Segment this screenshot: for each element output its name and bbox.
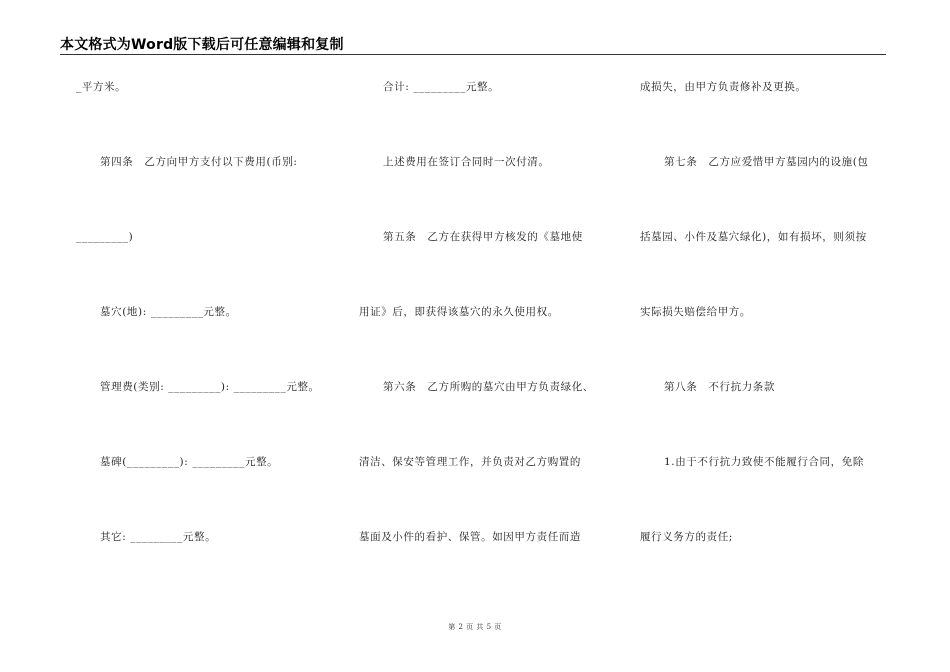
page-footer <box>0 622 950 632</box>
text-line: 上述费用在签订合同时一次付清。 <box>383 156 550 168</box>
text-line: 1.由于不行抗力致使不能履行合同，免除 <box>664 456 864 468</box>
text-line: 管理费(类别: _________): _________元整。 <box>100 381 320 393</box>
text-line: 括墓园、小件及墓穴绿化)，如有损坏，则须按 <box>640 231 867 243</box>
page-number: 第 2 页 共 5 页 <box>448 623 502 631</box>
text-line: 墓碑(_________): _________元整。 <box>100 456 279 468</box>
text-line: 用证》后，即获得该墓穴的永久使用权。 <box>359 306 559 318</box>
text-line: 其它: _________元整。 <box>100 531 217 543</box>
text-line: 第五条 乙方在获得甲方核发的《墓地使 <box>383 231 583 243</box>
text-line: 第七条 乙方应爱惜甲方墓园内的设施(包 <box>664 156 869 168</box>
text-line: 清洁、保安等管理工作，并负责对乙方购置的 <box>359 456 581 468</box>
text-line: _________) <box>76 231 134 243</box>
text-line: 墓面及小件的看护、保管。如因甲方责任而造 <box>359 531 581 543</box>
text-line: 第六条 乙方所购的墓穴由甲方负责绿化、 <box>383 381 594 393</box>
text-line: 实际损失赔偿给甲方。 <box>640 306 751 318</box>
text-line: 合计: _________元整。 <box>383 81 500 93</box>
header-title: 本文格式为Word版下载后可任意编辑和复制 <box>60 37 344 53</box>
text-line: _平方米。 <box>76 81 127 93</box>
text-line: 履行义务方的责任; <box>640 531 733 543</box>
text-line: 第八条 不行抗力条款 <box>664 381 775 393</box>
text-line: 第四条 乙方向甲方支付以下费用(币别: <box>100 156 298 168</box>
text-line: 墓穴(地): _________元整。 <box>100 306 237 318</box>
text-line: 成损失，由甲方负责修补及更换。 <box>640 81 807 93</box>
page-header <box>60 34 886 55</box>
